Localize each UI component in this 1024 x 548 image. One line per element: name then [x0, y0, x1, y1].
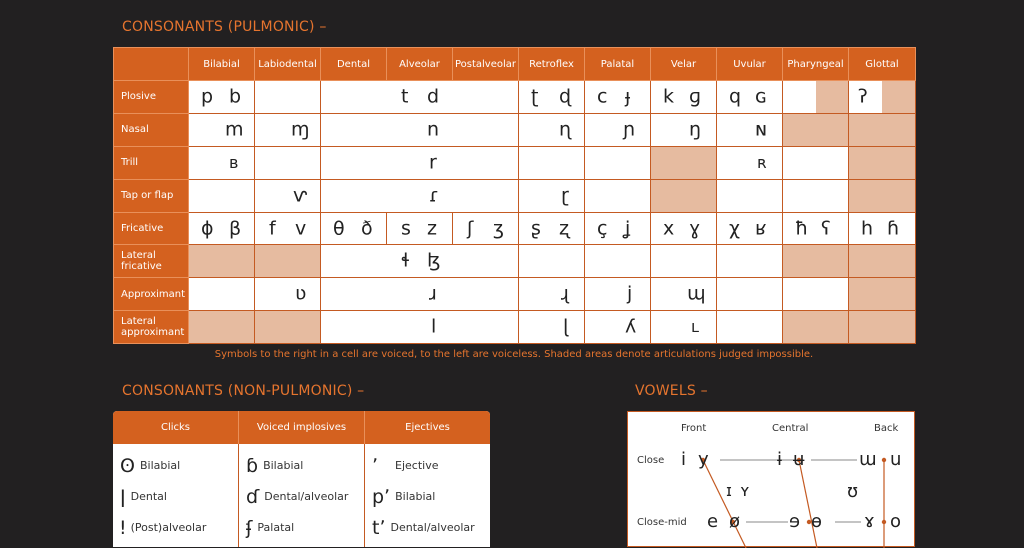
ipa-symbol[interactable]: c [597, 85, 608, 108]
manner-header: Plosive [114, 81, 189, 114]
place-header: Dental [321, 48, 387, 81]
place-header: Labiodental [255, 48, 321, 81]
ipa-symbol[interactable]: h [861, 217, 874, 239]
cell-uvular [717, 146, 783, 179]
ipa-symbol[interactable]: ʕ [821, 217, 831, 239]
symbol-description: Palatal [257, 521, 295, 534]
ipa-symbol[interactable]: ɟ [625, 85, 631, 108]
place-header: Palatal [585, 48, 651, 81]
cell-bilabial [189, 278, 255, 311]
list-item [239, 450, 364, 481]
vowel-symbol[interactable]: ɤ [864, 511, 875, 532]
table-row [114, 179, 916, 212]
ipa-symbol[interactable]: χ [729, 217, 740, 239]
cell-bilabial [189, 212, 255, 245]
ipa-symbol[interactable]: ɾ [429, 184, 440, 207]
symbol-description: Bilabial [263, 459, 304, 472]
cell-velar [651, 179, 717, 212]
ipa-symbol[interactable]: ʝ [625, 217, 631, 239]
place-header: Alveolar [387, 48, 453, 81]
ipa-symbol[interactable]: tʼ [372, 516, 386, 539]
vowel-column-central: Central [772, 423, 809, 434]
ipa-symbol[interactable]: ɬ [401, 249, 411, 272]
ipa-symbol[interactable]: ʂ [531, 217, 541, 239]
nonpulmonic-consonant-chart [113, 411, 490, 547]
ipa-symbol[interactable]: ð [361, 217, 373, 239]
cell-uvular [717, 278, 783, 311]
ipa-symbol[interactable]: ʃ [467, 217, 474, 239]
cell-uvular [717, 245, 783, 278]
ipa-symbol[interactable]: ɻ [561, 282, 569, 305]
vowel-column-back: Back [874, 423, 899, 434]
cell-dental-alveolar-postalveolar [321, 278, 519, 311]
ipa-symbol[interactable]: ɣ [689, 217, 701, 239]
cell-uvular [717, 311, 783, 344]
cell-velar [651, 311, 717, 344]
vowel-row-close: Close [637, 455, 665, 466]
ipa-symbol[interactable]: x [663, 217, 675, 239]
ipa-symbol[interactable]: ɭ [563, 315, 569, 338]
cell-labiodental [255, 311, 321, 344]
cell-glottal [849, 146, 916, 179]
manner-header: Fricative [114, 212, 189, 245]
ipa-symbol[interactable]: k [663, 85, 675, 108]
place-header: Velar [651, 48, 717, 81]
cell-retroflex [519, 278, 585, 311]
cell-palatal [585, 278, 651, 311]
ipa-symbol[interactable]: ʼ [372, 454, 379, 477]
cell-pharyngeal [783, 113, 849, 146]
nonpulmonic-title: CONSONANTS (NON-PULMONIC) – [122, 383, 365, 399]
table-row [114, 278, 916, 311]
ipa-symbol[interactable]: ǀ [120, 485, 126, 508]
cell-labiodental [255, 113, 321, 146]
ipa-symbol[interactable]: ɦ [887, 217, 900, 239]
manner-header: Approximant [114, 278, 189, 311]
ipa-symbol[interactable]: ɲ [623, 118, 636, 141]
cell-dental-alveolar-postalveolar [321, 179, 519, 212]
cell-bilabial [189, 113, 255, 146]
ipa-symbol[interactable]: s [401, 217, 411, 239]
cell-labiodental [255, 146, 321, 179]
cell-labiodental [255, 212, 321, 245]
ipa-symbol[interactable]: f [269, 217, 276, 239]
cell-bilabial [189, 81, 255, 114]
ipa-symbol[interactable]: ç [597, 217, 608, 239]
pulmonic-consonant-chart [113, 47, 916, 344]
ipa-symbol[interactable]: r [429, 151, 437, 174]
ipa-symbol[interactable]: ɸ [201, 217, 214, 239]
clicks-column [113, 444, 238, 547]
ipa-symbol[interactable]: b [229, 85, 242, 108]
table-row [114, 146, 916, 179]
ipa-symbol[interactable]: ɓ [246, 454, 259, 477]
list-item [113, 450, 238, 481]
cell-pharyngeal [783, 278, 849, 311]
cell-retroflex [519, 81, 585, 114]
cell-glottal [849, 179, 916, 212]
place-header: Bilabial [189, 48, 255, 81]
cell-velar [651, 81, 717, 114]
ipa-symbol[interactable]: p [201, 85, 214, 108]
cell-glottal [849, 212, 916, 245]
cell-pharyngeal [783, 179, 849, 212]
ipa-symbol[interactable]: ʎ [625, 315, 637, 338]
table-row [114, 311, 916, 344]
table-row [114, 212, 916, 245]
ipa-symbol[interactable]: ʒ [493, 217, 504, 239]
ipa-symbol[interactable]: ǃ [120, 516, 126, 539]
symbol-description: Bilabial [395, 490, 436, 503]
cell-glottal [849, 311, 916, 344]
list-item [113, 481, 238, 512]
place-header: Glottal [849, 48, 916, 81]
implosives-column [238, 444, 364, 547]
table-row [114, 81, 916, 114]
ejectives-column [364, 444, 490, 547]
cell-retroflex [519, 113, 585, 146]
ipa-symbol[interactable]: ħ [795, 217, 809, 239]
ipa-symbol[interactable]: q [729, 85, 742, 108]
symbol-description: Dental/alveolar [264, 490, 349, 503]
symbol-description: Dental [130, 490, 167, 503]
vowel-chart [627, 411, 915, 547]
vowel-symbol[interactable]: u [890, 449, 902, 470]
cell-palatal [585, 113, 651, 146]
cell-postalveolar [453, 212, 519, 245]
cell-labiodental [255, 278, 321, 311]
manner-header: Lateral fricative [114, 245, 189, 278]
cell-retroflex [519, 212, 585, 245]
cell-uvular [717, 179, 783, 212]
place-header: Postalveolar [453, 48, 519, 81]
cell-pharyngeal [783, 212, 849, 245]
cell-labiodental [255, 81, 321, 114]
ipa-symbol[interactable]: ɡ [689, 85, 702, 108]
ipa-symbol[interactable]: ʄ [246, 516, 253, 539]
cell-dental-alveolar-postalveolar [321, 81, 519, 114]
list-item [239, 512, 364, 543]
cell-palatal [585, 146, 651, 179]
ipa-symbol[interactable]: ɹ [429, 282, 437, 305]
ipa-symbol[interactable]: j [627, 282, 633, 305]
ipa-symbol[interactable]: ɳ [559, 118, 572, 141]
ipa-symbol[interactable]: ɮ [427, 249, 441, 272]
ipa-symbol[interactable]: ɗ [246, 485, 260, 508]
vowel-column-front: Front [681, 423, 707, 434]
cell-glottal [849, 113, 916, 146]
cell-pharyngeal [783, 146, 849, 179]
cell-alveolar [387, 212, 453, 245]
cell-bilabial [189, 179, 255, 212]
ipa-symbol[interactable]: ʋ [295, 282, 307, 305]
cell-labiodental [255, 245, 321, 278]
vowel-symbol[interactable]: e [707, 511, 719, 532]
manner-header: Trill [114, 146, 189, 179]
symbol-description: Ejective [395, 459, 439, 472]
cell-retroflex [519, 311, 585, 344]
place-header: Pharyngeal [783, 48, 849, 81]
manner-header: Tap or flap [114, 179, 189, 212]
cell-velar [651, 245, 717, 278]
ipa-symbol[interactable]: ʔ [858, 85, 868, 108]
chart-footnote: Symbols to the right in a cell are voiced, to the left are voiceless. Shaded areas denote articulations judged impossible. [214, 349, 814, 360]
cell-pharyngeal [783, 245, 849, 278]
vowel-symbol[interactable]: ɨ [777, 449, 783, 470]
cell-dental-alveolar-postalveolar [321, 113, 519, 146]
list-item [113, 512, 238, 543]
cell-uvular [717, 81, 783, 114]
vowels-title: VOWELS – [635, 383, 708, 399]
vowel-symbol[interactable]: ʊ [847, 481, 859, 502]
symbol-description: Bilabial [139, 459, 181, 472]
vowel-symbol[interactable]: ø [729, 511, 741, 532]
ipa-symbol[interactable]: ʘ [120, 454, 135, 477]
cell-palatal [585, 311, 651, 344]
vowel-symbol[interactable]: ʉ [793, 449, 805, 470]
ipa-symbol[interactable]: ŋ [689, 118, 702, 141]
column-header-ejectives: Ejectives [364, 411, 490, 444]
vowel-symbol[interactable]: o [890, 511, 902, 532]
vowel-row-close-mid: Close-mid [637, 517, 687, 528]
cell-velar [651, 113, 717, 146]
ipa-symbol[interactable]: ɰ [687, 282, 706, 305]
ipa-symbol[interactable]: ʐ [559, 217, 569, 239]
ipa-symbol[interactable]: ɽ [561, 184, 569, 207]
cell-dental-alveolar-postalveolar [321, 311, 519, 344]
ipa-symbol[interactable]: β [229, 217, 242, 239]
cell-bilabial [189, 245, 255, 278]
cell-pharyngeal [783, 311, 849, 344]
cell-palatal [585, 179, 651, 212]
ipa-symbol[interactable]: n [427, 118, 440, 141]
place-header: Uvular [717, 48, 783, 81]
table-row [114, 245, 916, 278]
vowel-symbol[interactable]: ɘ [789, 511, 801, 532]
cell-labiodental [255, 179, 321, 212]
cell-dental [321, 212, 387, 245]
symbol-description: Dental/alveolar [390, 521, 475, 534]
list-item [365, 481, 490, 512]
ipa-symbol[interactable]: d [427, 85, 440, 108]
cell-uvular [717, 113, 783, 146]
cell-velar [651, 212, 717, 245]
cell-bilabial [189, 146, 255, 179]
ipa-symbol[interactable]: t [401, 85, 409, 108]
cell-retroflex [519, 245, 585, 278]
pulmonic-title: CONSONANTS (PULMONIC) – [122, 19, 327, 35]
ipa-symbol[interactable]: ʀ [757, 152, 767, 172]
cell-palatal [585, 212, 651, 245]
vowel-symbol[interactable]: y [698, 449, 709, 470]
ipa-symbol[interactable]: m [225, 118, 244, 141]
ipa-symbol[interactable]: z [427, 217, 437, 239]
ipa-symbol[interactable]: ʙ [229, 152, 239, 172]
cell-pharyngeal [783, 81, 849, 114]
ipa-symbol[interactable]: ɢ [755, 85, 767, 108]
list-item [239, 481, 364, 512]
ipa-symbol[interactable]: v [295, 217, 307, 239]
ipa-symbol[interactable]: ɖ [559, 85, 572, 108]
vowel-symbol[interactable]: ɵ [811, 511, 823, 532]
cell-palatal [585, 245, 651, 278]
cell-glottal [849, 245, 916, 278]
ipa-symbol[interactable]: ɱ [291, 118, 310, 141]
vowel-symbol[interactable]: ɯ [859, 449, 877, 470]
cell-retroflex [519, 146, 585, 179]
vowel-symbol[interactable]: ɪ [726, 481, 732, 500]
vowel-symbol[interactable]: i [681, 449, 687, 470]
column-header-clicks: Clicks [160, 422, 191, 433]
table-corner [114, 48, 189, 81]
list-item [365, 512, 490, 543]
table-row [114, 113, 916, 146]
cell-retroflex [519, 179, 585, 212]
manner-header: Lateral approximant [114, 311, 189, 344]
cell-dental-alveolar-postalveolar [321, 146, 519, 179]
ipa-symbol[interactable]: pʼ [372, 485, 391, 508]
cell-palatal [585, 81, 651, 114]
vowel-symbol[interactable]: ʏ [740, 481, 750, 500]
symbol-description: (Post)alveolar [130, 521, 207, 534]
ipa-symbol[interactable]: ʟ [691, 317, 700, 337]
cell-bilabial [189, 311, 255, 344]
manner-header: Nasal [114, 113, 189, 146]
ipa-symbol[interactable]: θ [333, 217, 345, 239]
ipa-symbol[interactable]: ɴ [755, 118, 768, 141]
list-item [365, 450, 490, 481]
ipa-symbol[interactable]: l [431, 315, 437, 338]
cell-dental-alveolar-postalveolar [321, 245, 519, 278]
cell-uvular [717, 212, 783, 245]
cell-glottal [849, 81, 916, 114]
cell-velar [651, 146, 717, 179]
cell-velar [651, 278, 717, 311]
ipa-symbol[interactable]: ⱱ [293, 184, 307, 207]
cell-glottal [849, 278, 916, 311]
place-header: Retroflex [519, 48, 585, 81]
ipa-symbol[interactable]: ʁ [755, 217, 767, 239]
column-header-implosives: Voiced implosives [238, 411, 364, 444]
ipa-symbol[interactable]: ʈ [531, 85, 539, 108]
